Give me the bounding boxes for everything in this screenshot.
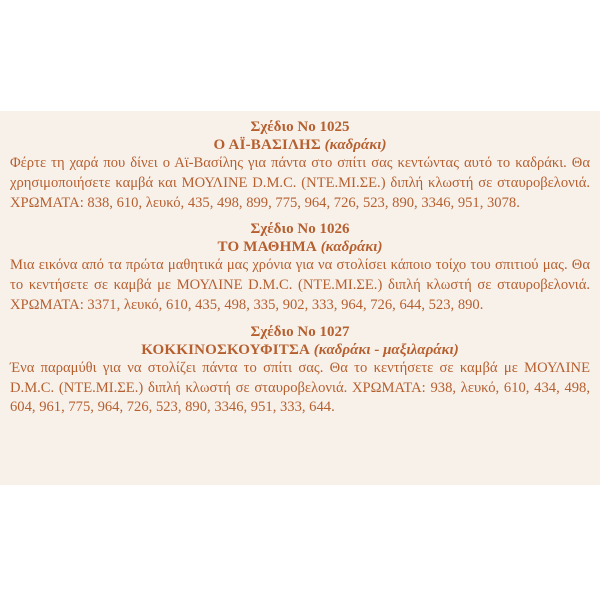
design-number: Σχέδιο Νο 1025 — [250, 119, 350, 135]
design-title: Ο ΑΪ-ΒΑΣΙΛΗΣ — [213, 137, 321, 153]
design-description: Μια εικόνα από τα πρώτα μαθητικά μας χρόνια για να στολίσει κάποιο τοίχο του σπιτιού μας. Θα το κεντήσετε σε καμβά με ΜΟΥΛΙΝΕ D.M.C. (ΝΤΕ.ΜΙ.ΣΕ.) διπλή κλωστή σε σταυροβελονιά. ΧΡΩΜΑΤΑ: 3371, λευκό, 610, 435, 498, 335, 902, 333, 964, 726, 644, 523, 890. — [10, 257, 590, 313]
design-title-line — [10, 238, 590, 256]
design-title-line — [10, 136, 590, 154]
design-title: ΚΟΚΚΙΝΟΣΚΟΥΦΙΤΣΑ — [141, 341, 311, 358]
design-entry-1025 — [10, 118, 590, 213]
design-description: Φέρτε τη χαρά που δίνει ο Αϊ-Βασίλης για πάντα στο σπίτι σας κεντώντας αυτό το καδράκι. Θα χρησιμοποιήσετε καμβά και ΜΟΥΛΙΝΕ D.M.C. (ΝΤΕ.ΜΙ.ΣΕ.) διπλή κλωστή σε σταυροβελονιά. ΧΡΩΜΑΤΑ: 838, 610, λευκό, 435, 498, 899, 775, 964, 726, 523, 890, 3346, 951, 3078. — [10, 155, 590, 211]
design-entry-1027 — [10, 323, 590, 418]
design-type: (καδράκι) — [320, 239, 383, 256]
design-title-line — [10, 341, 590, 359]
design-entry-1026 — [10, 220, 590, 315]
design-number: Σχέδιο Νο 1026 — [250, 221, 350, 238]
design-description: Ένα παραμύθι για να στολίζει πάντα το σπίτι σας. Θα το κεντήσετε σε καμβά με ΜΟΥΛΙΝΕ D.M.C. (ΝΤΕ.ΜΙ.ΣΕ.) διπλή κλωστή σε σταυροβελονιά. ΧΡΩΜΑΤΑ: 938, λευκό, 610, 434, 498, 604, 961, 775, 964, 726, 523, 890, 3346, 951, 333, 644. — [10, 359, 590, 416]
design-title: ΤΟ ΜΑΘΗΜΑ — [217, 239, 317, 256]
design-number: Σχέδιο Νο 1027 — [250, 323, 350, 340]
catalog-text — [10, 118, 590, 425]
design-type: (καδράκι) — [324, 137, 387, 153]
design-type: (καδράκι - μαξιλαράκι) — [313, 341, 459, 358]
